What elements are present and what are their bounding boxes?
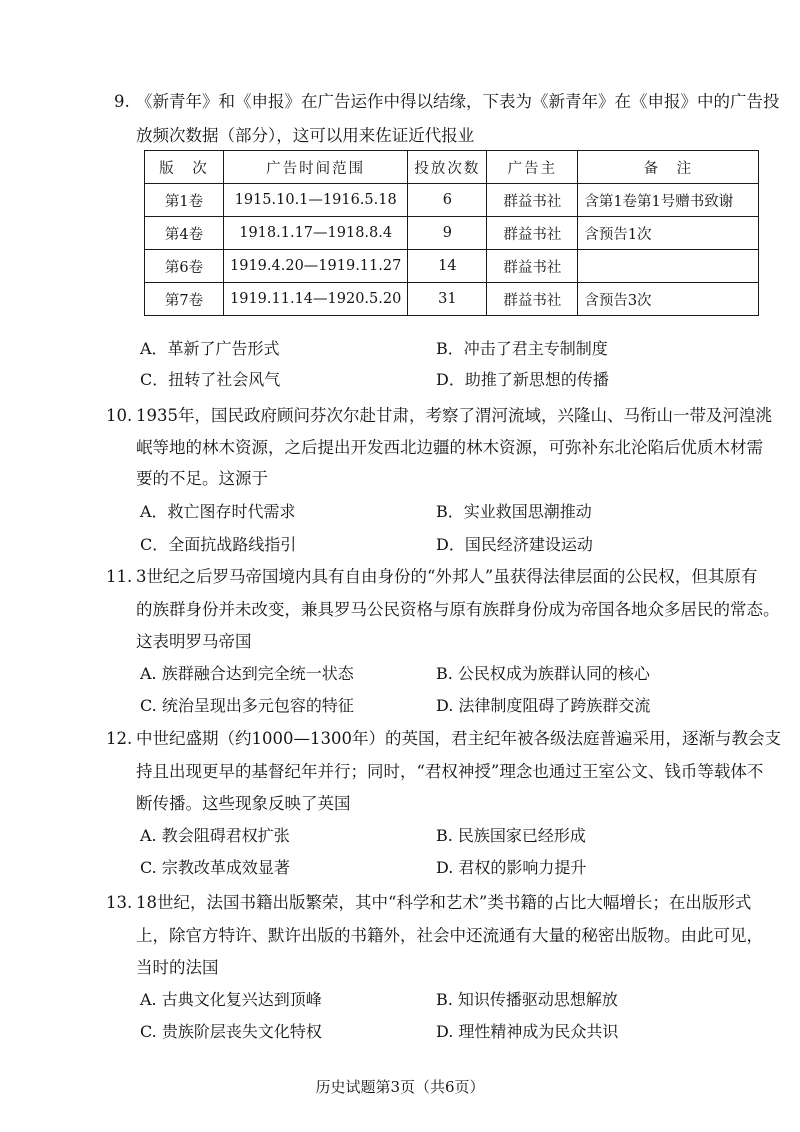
table-cell: 6: [408, 184, 487, 217]
question-stem-line: 18世纪，法国书籍出版繁荣，其中“科学和艺术”类书籍的占比大幅增长；在出版形式: [136, 893, 752, 912]
table-cell: 含第1卷第1号赠书致谢: [578, 184, 759, 217]
option-b[interactable]: B. 民族国家已经形成: [436, 826, 586, 845]
question-stem-line: 这表明罗马帝国: [136, 632, 252, 651]
table-cell: 9: [408, 217, 487, 250]
option-a[interactable]: A. 教会阻碍君权扩张: [140, 826, 290, 845]
page-footer: 历史试题第3页（共6页）: [315, 1078, 485, 1096]
question-stem-line: 持且出现更早的基督纪年并行；同时，“君权神授”理念也通过王室公文、钱币等载体不: [136, 762, 764, 781]
option-c[interactable]: C. 统治呈现出多元包容的特征: [140, 696, 354, 715]
option-c[interactable]: C．全面抗战路线指引: [140, 535, 297, 554]
table-row: [145, 283, 759, 316]
question-stem-line: 3世纪之后罗马帝国境内具有自由身份的“外邦人”虽获得法律层面的公民权，但其原有: [136, 567, 758, 586]
question-stem-line: 断传播。这些现象反映了英国: [136, 794, 351, 813]
table-cell: 1918.1.17—1918.8.4: [224, 217, 408, 250]
question-number: 12.: [106, 729, 133, 748]
table-cell: 群益书社: [487, 217, 578, 250]
table-cell: 含预告1次: [578, 217, 759, 250]
question-number: 9.: [114, 92, 130, 111]
option-c[interactable]: C. 贵族阶层丧失文化特权: [140, 1022, 322, 1041]
question-stem-line: 1935年，国民政府顾问芬次尔赴甘肃，考察了渭河流域，兴隆山、马衔山一带及河湟洮: [136, 406, 772, 425]
question-stem-line: 岷等地的林木资源，之后提出开发西北边疆的林木资源，可弥补东北沦陷后优质木材需: [136, 438, 763, 457]
question-stem-line: 要的不足。这源于: [136, 469, 268, 488]
table-cell: 31: [408, 283, 487, 316]
question-stem-line: 放频次数据（部分），这可以用来佐证近代报业: [136, 126, 475, 145]
header-remarks: 备 注: [578, 151, 759, 184]
option-d[interactable]: D．助推了新思想的传播: [436, 370, 609, 389]
option-d[interactable]: D. 法律制度阻碍了跨族群交流: [436, 696, 651, 715]
question-stem-line: 的族群身份并未改变，兼具罗马公民资格与原有族群身份成为帝国各地众多居民的常态。: [136, 600, 780, 619]
option-b[interactable]: B. 公民权成为族群认同的核心: [436, 664, 650, 683]
table-cell: 1919.4.20—1919.11.27: [224, 250, 408, 283]
table-cell: 第6卷: [145, 250, 224, 283]
question-stem-line: 中世纪盛期（约1000—1300年）的英国，君主纪年被各级法庭普遍采用，逐渐与教会支: [136, 729, 781, 748]
table-cell: 群益书社: [487, 250, 578, 283]
table-cell: 1915.10.1—1916.5.18: [224, 184, 408, 217]
table-cell: 第1卷: [145, 184, 224, 217]
option-c[interactable]: C．扭转了社会风气: [140, 370, 281, 389]
table-row: [145, 217, 759, 250]
option-a[interactable]: A. 族群融合达到完全统一状态: [140, 664, 354, 683]
table-row: [145, 184, 759, 217]
question-stem-line: 《新青年》和《申报》在广告运作中得以结缘，下表为《新青年》在《申报》中的广告投: [136, 92, 780, 111]
header-advertiser: 广告主: [487, 151, 578, 184]
header-count: 投放次数: [408, 151, 487, 184]
option-b[interactable]: B．冲击了君主专制制度: [436, 339, 608, 358]
question-number: 10.: [106, 406, 133, 425]
table-cell: 14: [408, 250, 487, 283]
table-cell: [578, 250, 759, 283]
option-d[interactable]: D. 君权的影响力提升: [436, 858, 587, 877]
question-number: 11.: [106, 567, 133, 586]
option-b[interactable]: B. 知识传播驱动思想解放: [436, 990, 618, 1009]
table-cell: 含预告3次: [578, 283, 759, 316]
table-cell: 1919.11.14—1920.5.20: [224, 283, 408, 316]
option-d[interactable]: D. 理性精神成为民众共识: [436, 1022, 619, 1041]
option-b[interactable]: B．实业救国思潮推动: [436, 502, 592, 521]
question-stem-line: 当时的法国: [136, 958, 219, 977]
ad-frequency-table: [144, 150, 759, 316]
option-c[interactable]: C. 宗教改革成效显著: [140, 858, 290, 877]
question-stem-line: 上，除官方特许、默许出版的书籍外，社会中还流通有大量的秘密出版物。由此可见，: [136, 926, 763, 945]
header-edition: 版 次: [145, 151, 224, 184]
table-cell: 第4卷: [145, 217, 224, 250]
table-cell: 第7卷: [145, 283, 224, 316]
question-number: 13.: [106, 893, 133, 912]
table-header-row: [145, 151, 759, 184]
table-row: [145, 250, 759, 283]
option-d[interactable]: D．国民经济建设运动: [436, 535, 593, 554]
header-time-range: 广告时间范围: [224, 151, 408, 184]
option-a[interactable]: A．革新了广告形式: [140, 339, 280, 358]
option-a[interactable]: A．救亡图存时代需求: [140, 502, 296, 521]
table-cell: 群益书社: [487, 184, 578, 217]
option-a[interactable]: A. 古典文化复兴达到顶峰: [140, 990, 322, 1009]
table-cell: 群益书社: [487, 283, 578, 316]
